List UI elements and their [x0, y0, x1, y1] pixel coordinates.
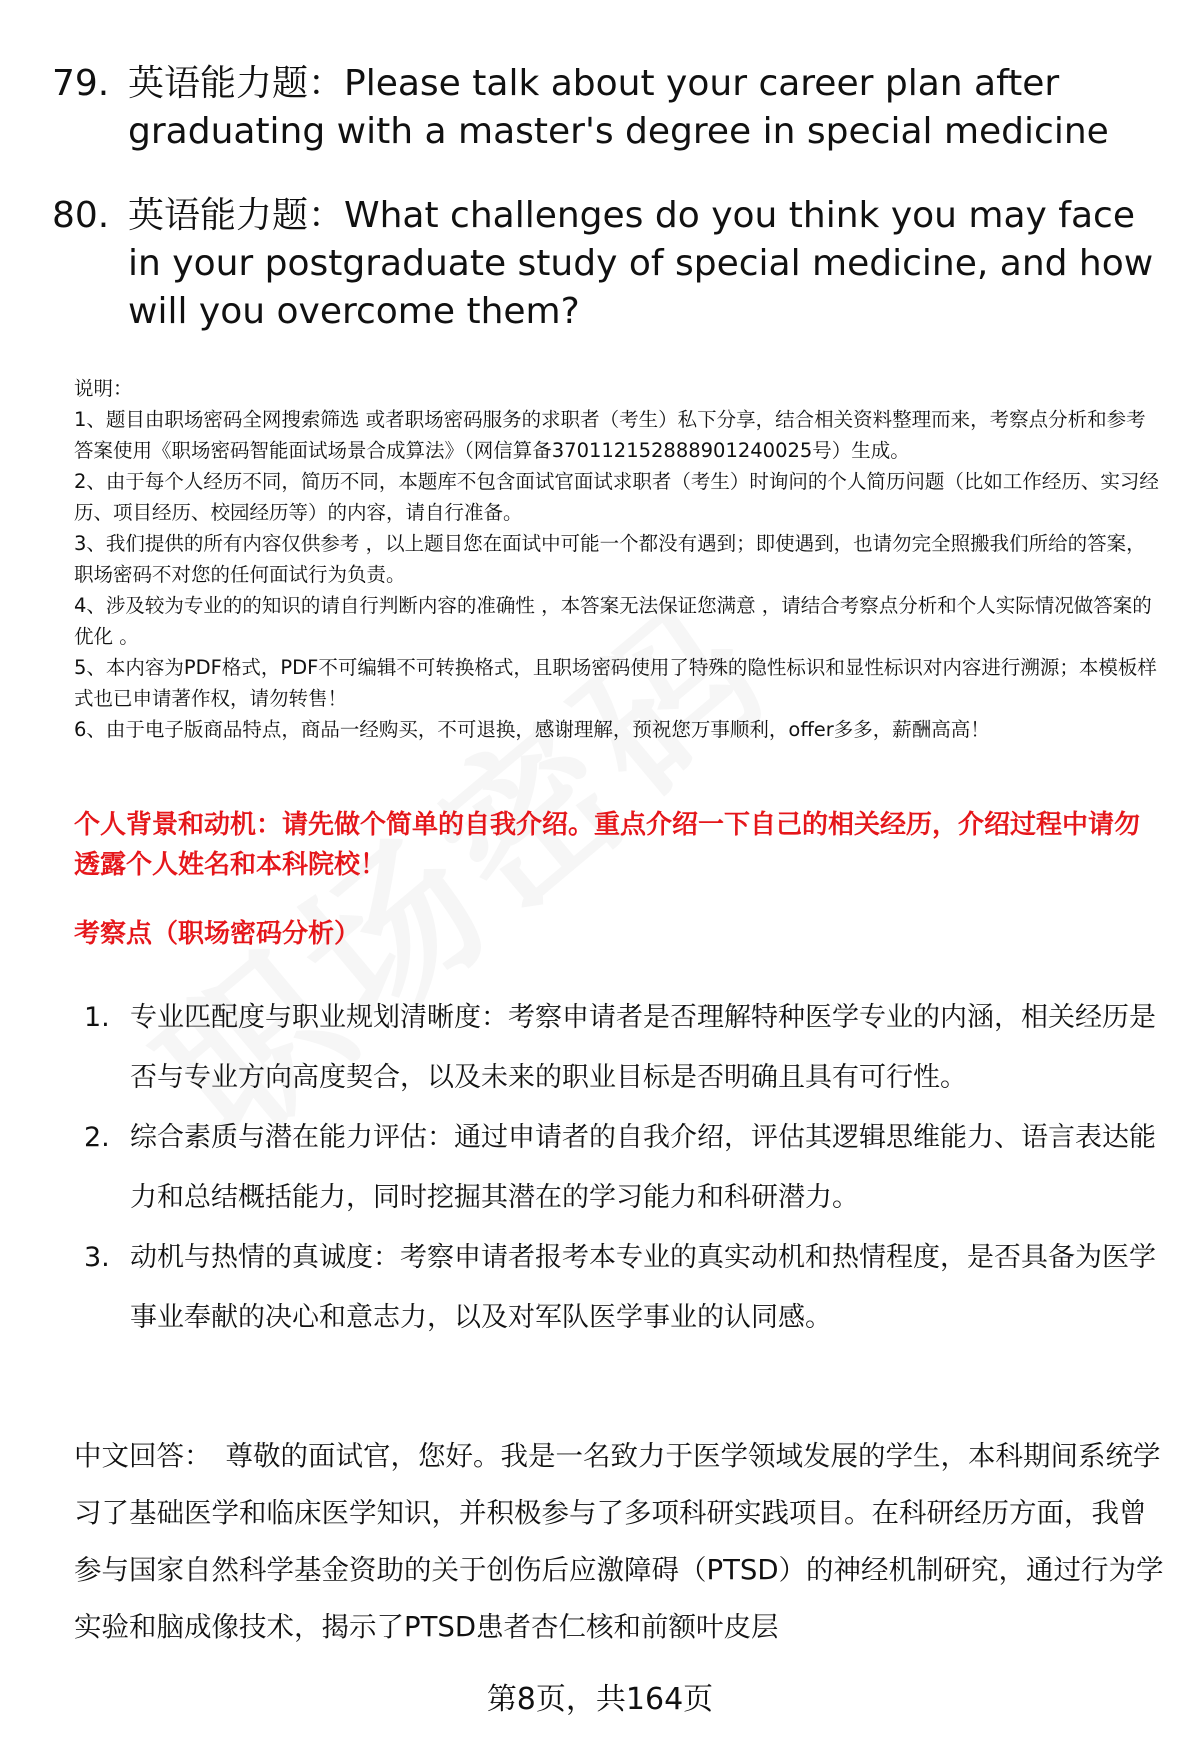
- assessment-point: [84, 988, 1164, 1108]
- question-text: 英语能力题：What challenges do you think you may face in your postgraduate study of special medicine, and how will you overcome them?: [128, 195, 1154, 332]
- kaocha-heading: 考察点（职场密码分析）: [74, 919, 361, 949]
- note-item: 3、我们提供的所有内容仅供参考 ，以上题目您在面试中可能一个都没有遇到；即使遇到，也请勿完全照搬我们所给的答案，职场密码不对您的任何面试行为负责。: [74, 532, 1146, 586]
- answer-text: 尊敬的面试官，您好。我是一名致力于医学领域发展的学生，本科期间系统学习了基础医学和临床医学知识，并积极参与了多项科研实践项目。在科研经历方面，我曾参与国家自然科学基金资助的关于创伤后应激障碍（PTSD）的神经机制研究，通过行为学实验和脑成像技术，揭示了PTSD患者杏仁核和前额叶皮层: [74, 1440, 1164, 1643]
- note-item: 4、涉及较为专业的的知识的请自行判断内容的准确性 ，本答案无法保证您满意 ，请结合考察点分析和个人实际情况做答案的优化 。: [74, 594, 1152, 648]
- background-heading: 个人背景和动机：请先做个简单的自我介绍。重点介绍一下自己的相关经历，介绍过程中请勿透露个人姓名和本科院校！: [74, 810, 1141, 880]
- page-footer: 第8页，共164页: [486, 1682, 714, 1717]
- assessment-points: [84, 988, 1164, 1348]
- question-79: [52, 60, 1162, 156]
- point-number: 3.: [84, 1242, 110, 1273]
- note-item: 1、题目由职场密码全网搜索筛选 或者职场密码服务的求职者（考生）私下分享，结合相关资料整理而来，考察点分析和参考答案使用《职场密码智能面试场景合成算法》（网信算备370112152888901240025号）生成。: [74, 408, 1146, 462]
- assessment-point: [84, 1108, 1164, 1228]
- note-item: 6、由于电子版商品特点，商品一经购买，不可退换，感谢理解，预祝您万事顺利，offer多多，薪酬高高！: [74, 718, 990, 741]
- question-number: 80.: [52, 195, 110, 236]
- assessment-point: [84, 1228, 1164, 1348]
- question-80: [52, 192, 1162, 336]
- question-text: 英语能力题：Please talk about your career plan after graduating with a master's degree in special medicine: [128, 63, 1109, 152]
- question-number: 79.: [52, 63, 110, 104]
- point-number: 2.: [84, 1122, 110, 1153]
- point-text: 综合素质与潜在能力评估：通过申请者的自我介绍，评估其逻辑思维能力、语言表达能力和总结概括能力，同时挖掘其潜在的学习能力和科研潜力。: [130, 1122, 1156, 1213]
- note-item: 2、由于每个人经历不同，简历不同，本题库不包含面试官面试求职者（考生）时询问的个人简历问题（比如工作经历、实习经历、项目经历、校园经历等）的内容，请自行准备。: [74, 470, 1159, 524]
- point-text: 专业匹配度与职业规划清晰度：考察申请者是否理解特种医学专业的内涵，相关经历是否与专业方向高度契合，以及未来的职业目标是否明确且具有可行性。: [130, 1002, 1156, 1093]
- notes-title: 说明：: [74, 377, 133, 400]
- note-item: 5、本内容为PDF格式，PDF不可编辑不可转换格式，且职场密码使用了特殊的隐性标识和显性标识对内容进行溯源；本模板样式也已申请著作权，请勿转售！: [74, 656, 1157, 710]
- notes-section: [74, 373, 1164, 745]
- chinese-answer: [74, 1428, 1164, 1656]
- point-number: 1.: [84, 1002, 110, 1033]
- point-text: 动机与热情的真诚度：考察申请者报考本专业的真实动机和热情程度，是否具备为医学事业奉献的决心和意志力，以及对军队医学事业的认同感。: [130, 1242, 1156, 1333]
- answer-label: 中文回答：: [74, 1440, 212, 1472]
